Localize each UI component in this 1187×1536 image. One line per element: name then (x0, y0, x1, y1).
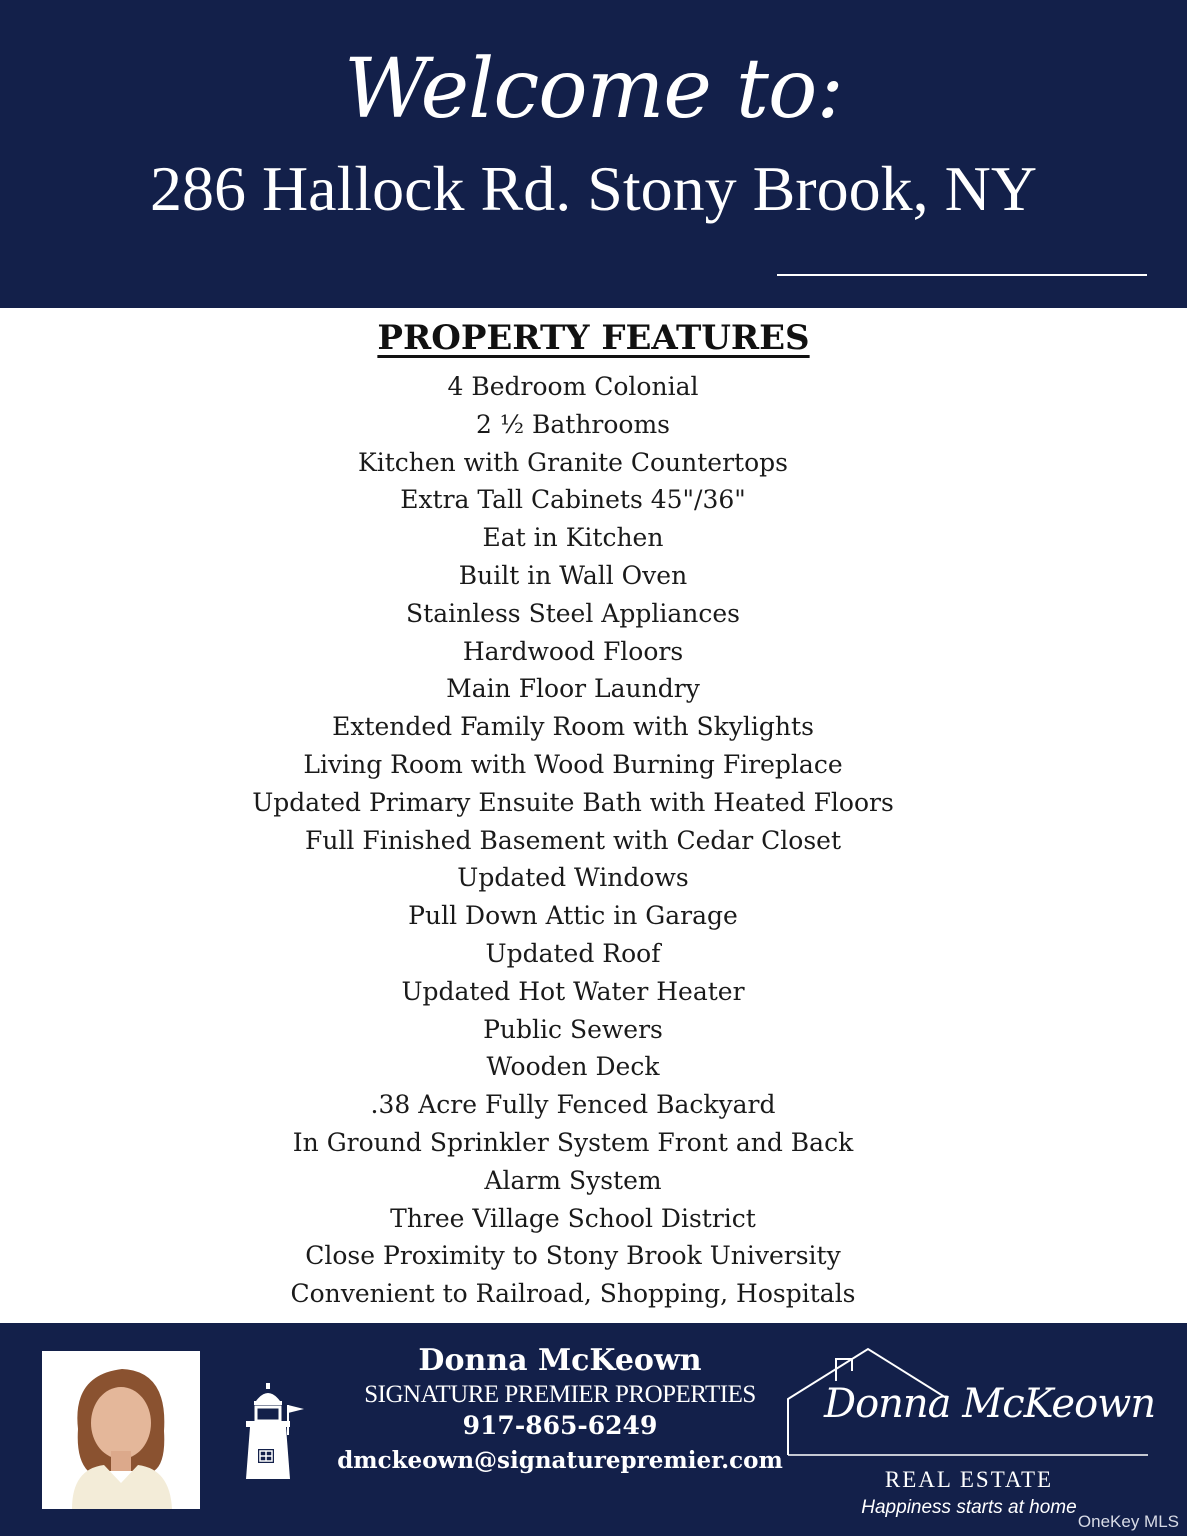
feature-item: Eat in Kitchen (482, 523, 664, 553)
logo-signature: Donna McKeown (824, 1381, 1156, 1427)
footer-banner (0, 1323, 1187, 1536)
agent-name: Donna McKeown (418, 1343, 702, 1378)
feature-item: Stainless Steel Appliances (406, 598, 740, 628)
feature-item: Main Floor Laundry (446, 674, 700, 704)
agent-phone: 917-865-6249 (462, 1411, 658, 1440)
feature-item: In Ground Sprinkler System Front and Back (292, 1127, 854, 1157)
feature-item: Public Sewers (483, 1014, 663, 1044)
agent-photo (42, 1351, 200, 1509)
welcome-heading: Welcome to: (344, 42, 843, 137)
feature-item: 2 ½ Bathrooms (475, 409, 671, 439)
feature-item: Close Proximity to Stony Brook University (305, 1241, 841, 1271)
feature-item: Pull Down Attic in Garage (408, 901, 738, 931)
features-title: PROPERTY FEATURES (377, 318, 810, 358)
feature-item: Kitchen with Granite Countertops (358, 447, 788, 477)
feature-item: Full Finished Basement with Cedar Closet (304, 825, 842, 855)
feature-item: Built in Wall Oven (458, 560, 688, 590)
feature-item: Updated Hot Water Heater (401, 976, 745, 1006)
features-list (0, 368, 1146, 1313)
feature-item: .38 Acre Fully Fenced Backyard (370, 1090, 776, 1120)
feature-item: Hardwood Floors (462, 636, 684, 666)
feature-item: Convenient to Railroad, Shopping, Hospitals (290, 1279, 856, 1309)
feature-item: 4 Bedroom Colonial (447, 372, 699, 401)
feature-item: Living Room with Wood Burning Fireplace (303, 749, 843, 779)
brokerage-name: SIGNATURE PREMIER PROPERTIES (364, 1381, 756, 1408)
feature-item: Alarm System (484, 1165, 662, 1195)
logo-subtitle: REAL ESTATE (884, 1467, 1054, 1492)
feature-item: Updated Primary Ensuite Bath with Heated Floors (252, 787, 894, 817)
mls-watermark: OneKey MLS (1077, 1512, 1179, 1531)
header-banner (0, 0, 1187, 308)
feature-item: Wooden Deck (486, 1052, 660, 1082)
logo-tagline: Happiness starts at home (861, 1497, 1077, 1518)
header-divider (777, 274, 1147, 276)
address-heading: 286 Hallock Rd. Stony Brook, NY (149, 153, 1038, 224)
feature-item: Extra Tall Cabinets 45"/36" (400, 485, 746, 515)
feature-item: Extended Family Room with Skylights (332, 712, 814, 742)
lighthouse-icon (238, 1379, 310, 1479)
feature-item: Three Village School District (390, 1203, 756, 1233)
brand-logo (784, 1345, 1154, 1535)
feature-item: Updated Roof (485, 938, 661, 968)
feature-item: Updated Windows (457, 863, 689, 893)
agent-email: dmckeown@signaturepremier.com (337, 1447, 783, 1474)
